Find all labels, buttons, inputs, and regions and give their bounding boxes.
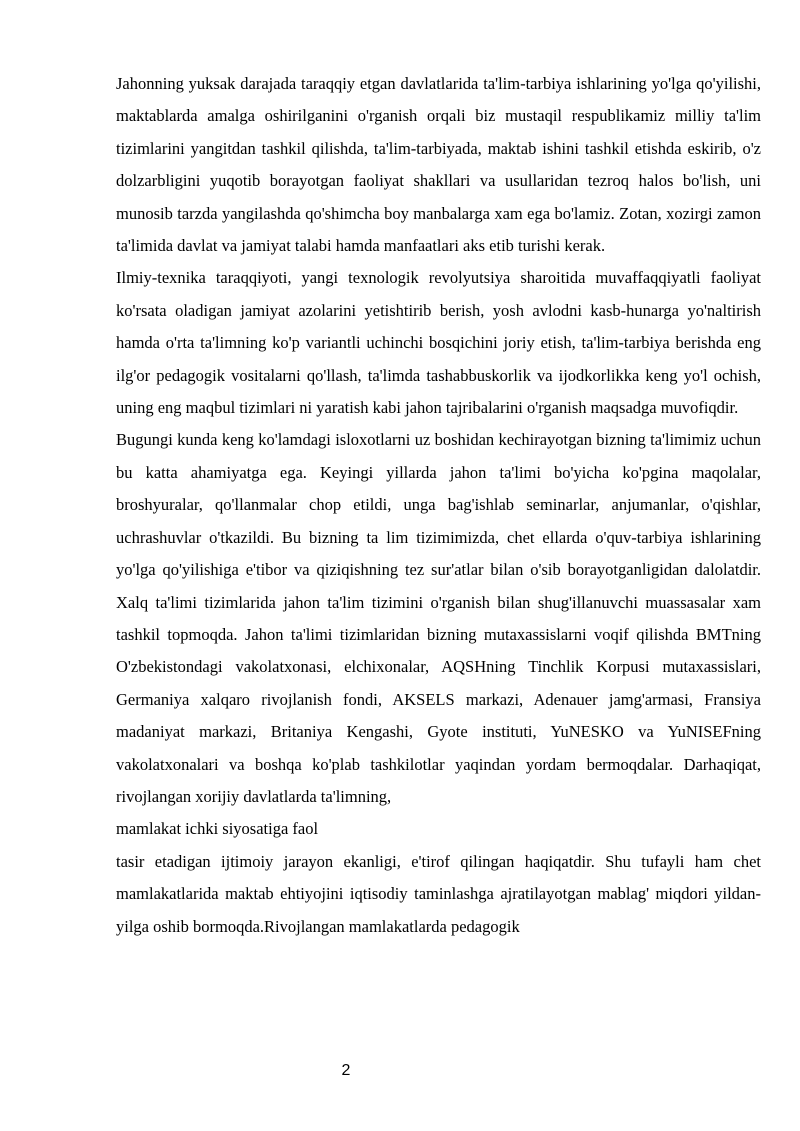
paragraph-2: Ilmiy-texnika taraqqiyoti, yangi texnologik revolyutsiya sharoitida muvaffaqqiyatli faoliyat ko'rsata oladigan jamiyat azolarini yetishtirib berish, yosh avlodni kasb-hunarga yo'naltirish hamda o'rta ta'limning ko'p variantli uchinchi bosqichini joriy etish, ta'lim-tarbiya berishda eng ilg'or pedagogik vositalarni qo'llash, ta'limda tashabbuskorlik va ijodkorlikka keng yo'l ochish, uning eng maqbul tizimlari ni yaratish kabi jahon tajribalarini o'rganish maqsadga muvofiqdir. [116, 268, 761, 418]
paragraph-1: Jahonning yuksak darajada taraqqiy etgan davlatlarida ta'lim-tarbiya ishlarining yo'lga qo'yilishi, maktablarda amalga oshirilganini o'rganish orqali biz mustaqil respublikamiz milliy ta'lim tizimlarini yangitdan tashkil qilishda, ta'lim-tarbiyada, maktab ishini tashkil etishda eskirib, o'z dolzarbligini yuqotib borayotgan faoliyat shakllari va usullaridan tezroq halos bo'lish, uni munosib tarzda yangilashda qo'shimcha boy manbalarga xam ega bo'lamiz. Zotan, xozirgi zamon ta'limida davlat va jamiyat talabi hamda manfaatlari aks etib turishi kerak. [116, 74, 761, 256]
paragraph-3: Bugungi kunda keng ko'lamdagi isloxotlarni uz boshidan kechirayotgan bizning ta'limimiz uchun bu katta ahamiyatga ega. Keyingi yillarda jahon ta'limi bo'yicha ko'pgina maqolalar, broshyuralar, qo'llanmalar chop etildi, unga bag'ishlab seminarlar, anjumanlar, o'qishlar, uchrashuvlar o'tkazildi. Bu bizning ta lim tizimimizda, chet ellarda o'quv-tarbiya ishlarining yo'lga qo'yilishiga e'tibor va qiziqishning tez sur'atlar bilan o'sib borayotganligidan dalolatdir. Xalq ta'limi tizimlarida jahon ta'lim tizimini o'rganish bilan shug'illanuvchi muassasalar xam tashkil topmoqda. Jahon ta'limi tizimlaridan bizning mutaxassislarni voqif qilishda BMTning O'zbekistondagi vakolatxonasi, elchixonalar, AQSHning Tinchlik Korpusi mutaxassislari, Germaniya xalqaro rivojlanish fondi, AKSELS markazi, Adenauer jamg'armasi, Fransiya madaniyat markazi, Britaniya Kengashi, Gyote instituti, YuNESKO va YuNISEFning vakolatxonalari va boshqa ko'plab tashkilotlar yaqindan yordam bermoqdalar. Darhaqiqat, rivojlangan xorijiy davlatlarda ta'limning, [116, 430, 761, 806]
paragraph-4: mamlakat ichki siyosatiga faol [116, 819, 319, 839]
document-body [116, 68, 761, 943]
paragraph-5: tasir etadigan ijtimoiy jarayon ekanligi, e'tirof qilingan haqiqatdir. Shu tufayli ham chet mamlakatlarida maktab ehtiyojini iqtisodiy taminlashga ajratilayotgan mablag' miqdori yildan-yilga oshib bormoqda.Rivojlangan mamlakatlarda pedagogik [116, 851, 761, 936]
page-number: 2 [341, 1062, 351, 1079]
